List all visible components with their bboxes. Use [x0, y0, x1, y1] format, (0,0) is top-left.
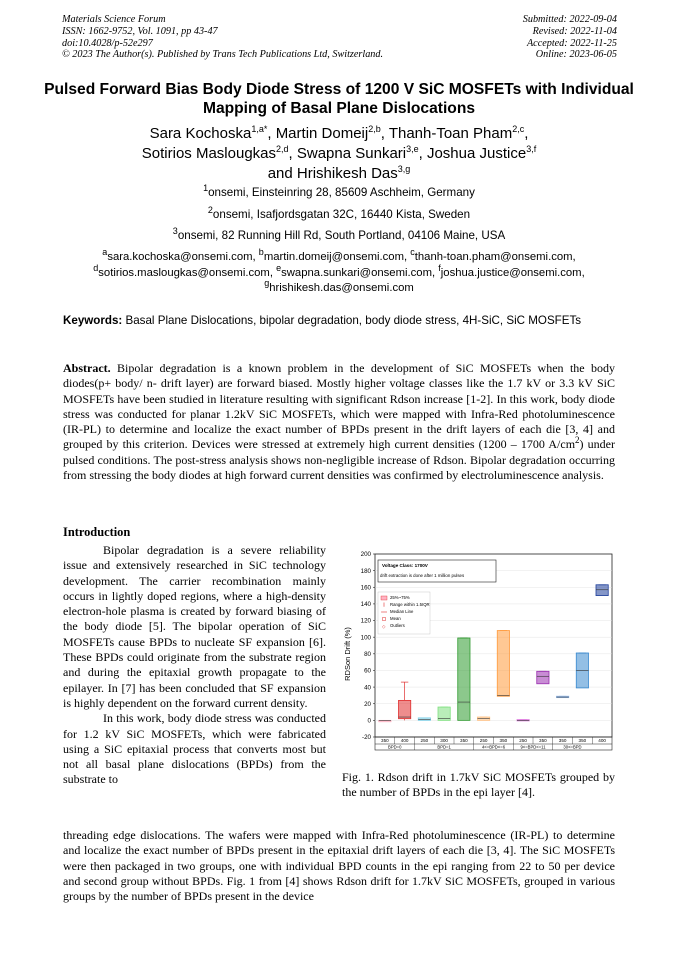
author-emails: $^a$sara.kochoska@onsemi.com, $^b$martin.domeij@onsemi.com, $^c$thanh-toan.pham@onsemi.com, $^d$sotirios.maslougkas@onsemi.com, $^e$swapna.sunkari@onsemi.com, $^f$joshua.justice@onsemi.com, $^g$hrishikesh.das@onsemi.com — [93, 247, 585, 294]
author-name: Sotirios Maslougkas — [141, 145, 277, 162]
chart-legend-label: 25%~75% — [390, 595, 410, 600]
email-link[interactable]: joshua.justice@onsemi.com, — [440, 266, 585, 279]
chart-x-tick-label: 350 — [499, 738, 508, 744]
chart-box — [497, 631, 509, 697]
chart-x-tick-label: 300 — [440, 738, 448, 744]
chart-x-tick-label: 250 — [479, 738, 488, 744]
chart-y-tick-label: 80 — [364, 651, 371, 659]
email-link[interactable]: sotirios.maslougkas@onsemi.com, — [98, 266, 277, 279]
paragraph-continued: threading edge dislocations. The wafers were mapped with Infra-Red photoluminescence (IR-PL) to determine and localize the exact number of BPDs present in the epitaxial drift layers of each die [3, 4]. The SiC MOSFETs were then packaged in two groups, one with individual BPD counts in the epi ranging from 22 to 50 per device and second group without BPDs. Fig. 1 from [4] shows Rdson drift for 1.7kV SiC MOSFETs, grouped in various groups by the number of BPDs present in the device — [63, 828, 615, 904]
author-name: Martin Domeij — [275, 125, 369, 142]
author-name: Thanh-Toan Pham — [388, 125, 513, 142]
author-sup: 2,d — [276, 144, 289, 154]
chart-y-axis-label: RDSon Drift (%) — [343, 627, 352, 681]
abstract: Abstract. Bipolar degradation is a known problem in the development of SiC MOSFETs when the body diodes(p+ body/ n- drift layer) are forward biased. Mostly higher voltage classes like the 1.7 kV or 3.3 kV SiC MOSFETs have been studied in literature resulting with significant Rdson increase [1-2]. In this work, body diode stress was conducted for planar 1.2kV SiC MOSFETs, which were mapped with Infra-Red photoluminescence (IR-PL) to determine and localize the exact number of BPDs present in the drift layers of each die [3, 4] and grouped by this criterion. Devices were stressed at extremely high current densities (1200 – 1700 $A/cm^2$) under pulsed conditions. The post-stress analysis shows non-negligible increase of Rdson. Bipolar degradation occurring from stressing the body diodes at high forward current densities was confirmed by electroluminescence analysis. — [63, 361, 615, 483]
chart-legend-label: Range within 1.5IQR — [390, 602, 430, 607]
chart-y-tick-label: 140 — [360, 601, 371, 609]
chart-box — [418, 718, 430, 720]
email-link[interactable]: martin.domeij@onsemi.com, — [263, 251, 411, 263]
email-link[interactable]: hrishikesh.das@onsemi.com — [269, 282, 414, 294]
affiliation: $^2$onsemi, Isafjordsgatan 32C, 16440 Kista, Sweden — [207, 205, 471, 221]
author-sup: 3,f — [526, 144, 537, 154]
chart-group-label: 4<=BPD<=6 — [481, 744, 506, 750]
email-link[interactable]: swapna.sunkari@onsemi.com, — [281, 266, 439, 279]
chart-group-label: BPD=0 — [388, 744, 402, 750]
chart-note: drift extraction is done after 1 million pulses — [380, 573, 465, 578]
email-link[interactable]: sara.kochoska@onsemi.com, — [107, 251, 259, 263]
affiliation: $^3$onsemi, 82 Running Hill Rd, South Portland, 04106 Maine, USA — [172, 226, 506, 242]
accepted-date: Accepted: 2022-11-25 — [526, 37, 617, 49]
author-name: and Hrishikesh Das — [267, 165, 398, 182]
rdson-drift-box-chart — [342, 548, 616, 758]
submitted-date: Submitted: 2022-09-04 — [522, 14, 617, 25]
chart-y-tick-label: 20 — [364, 700, 371, 708]
chart-y-tick-label: 200 — [360, 551, 371, 559]
figure-caption: Fig. 1. Rdson drift in 1.7kV SiC MOSFETs grouped by the number of BPDs in the epi layer [4]. — [342, 770, 615, 800]
author-sup: 2,b — [368, 124, 381, 134]
journal-issn: ISSN: 1662-9752, Vol. 1091, pp 43-47 — [62, 25, 218, 37]
figure-1 — [342, 548, 616, 758]
keywords-text: Basal Plane Dislocations, bipolar degradation, body diode stress, 4H-SiC, SiC MOSFETs — [122, 314, 582, 327]
chart-x-tick-label: 350 — [460, 738, 468, 744]
author-sup: 3,e — [406, 144, 419, 154]
revised-date: Revised: 2022-11-04 — [532, 25, 617, 37]
chart-group-label: BPD=1 — [437, 744, 451, 750]
chart-legend-swatch — [381, 596, 387, 600]
chart-box — [399, 700, 411, 718]
author-list: Sara Kochoska$^{1,a*}$, Martin Domeij$^{2,b}$, Thanh-Toan Pham$^{2,c}$, Sotirios Maslougkas$^{2,d}$, Swapna Sunkari$^{3,e}$, Joshua Justice$^{3,f}$ and Hrishikesh Das$^{3,g}$ — [141, 124, 537, 182]
online-date: Online: 2023-06-05 — [535, 49, 617, 61]
chart-x-tick-label: 400 — [400, 738, 409, 744]
section-heading-introduction: Introduction — [63, 525, 131, 539]
author-sup: 3,g — [397, 164, 411, 174]
chart-box — [596, 585, 608, 596]
chart-y-tick-label: 120 — [360, 617, 371, 625]
chart-box — [458, 638, 470, 720]
chart-box — [438, 707, 450, 720]
chart-legend-label: Mean — [390, 616, 401, 621]
chart-y-tick-label: -20 — [362, 734, 371, 742]
chart-x-tick-label: 350 — [539, 738, 547, 744]
keywords-label: Keywords: — [63, 314, 123, 327]
author-name: Sara Kochoska — [149, 125, 252, 142]
chart-y-tick-label: 160 — [360, 584, 371, 592]
chart-title: Voltage Class: 1700V — [382, 563, 428, 568]
chart-y-tick-label: 0 — [367, 717, 371, 725]
introduction-column — [63, 543, 326, 788]
keywords — [63, 313, 615, 329]
chart-x-tick-label: 400 — [598, 738, 606, 744]
paragraph: In this work, body diode stress was conducted for 1.2 kV SiC MOSFETs, which were fabricated using a SiC epitaxial process that converts most but not all basal plane dislocations (BPDs) from the substrate to — [63, 711, 326, 787]
author-sup: 2,c — [512, 124, 525, 134]
author-name: Joshua Justice — [426, 145, 527, 162]
journal-name: Materials Science Forum — [62, 14, 166, 25]
author-sup: 1,a* — [251, 124, 268, 134]
copyright-line: © 2023 The Author(s). Published by Trans Tech Publications Ltd, Switzerland. — [62, 49, 384, 61]
affiliation: $^1$onsemi, Einsteinring 28, 85609 Aschheim, Germany — [203, 183, 475, 199]
chart-y-tick-label: 180 — [360, 567, 371, 575]
journal-doi: doi:10.4028/p-52e297 — [62, 37, 153, 49]
abstract-label: Abstract. — [63, 361, 111, 375]
chart-y-tick-label: 40 — [364, 684, 371, 692]
email-link[interactable]: thanh-toan.pham@onsemi.com, — [414, 251, 576, 263]
chart-legend-swatch: ◇ — [382, 623, 386, 629]
chart-group-label: 9<=BPD<=11 — [520, 744, 546, 750]
paragraph: Bipolar degradation is a severe reliability issue and extensively researched in SiC technology development. The carrier recombination mainly occurs in lightly doped regions, where a high-density electron-hole plasma is created by forward biasing of the body diode [5]. The bipolar operation of SiC MOSFETs cause BPDs to nucleate SF expansion [6]. These BPDs could originate from the substrate region and during the epitaxial growth propagate to the epilayer. In [7] has been concluded that SF expansion is highly dependent on the forward current density. — [63, 543, 326, 710]
chart-x-tick-label: 350 — [381, 738, 389, 744]
chart-x-tick-label: 350 — [578, 738, 587, 744]
chart-legend-label: Outliers — [390, 623, 405, 628]
chart-legend-label: Median Line — [390, 609, 414, 614]
author-name: Swapna Sunkari — [296, 145, 407, 162]
chart-x-tick-label: 250 — [420, 738, 429, 744]
paper-title: Pulsed Forward Bias Body Diode Stress of 1200 V SiC MOSFETs with Individual Mapping of Basal Plane Dislocations — [44, 81, 634, 117]
chart-y-tick-label: 60 — [364, 667, 371, 675]
chart-group-label: 30<=BPD — [563, 744, 582, 750]
chart-box — [537, 671, 549, 683]
chart-x-tick-label: 350 — [558, 738, 567, 744]
chart-y-tick-label: 100 — [360, 634, 371, 642]
chart-x-tick-label: 250 — [519, 738, 527, 744]
